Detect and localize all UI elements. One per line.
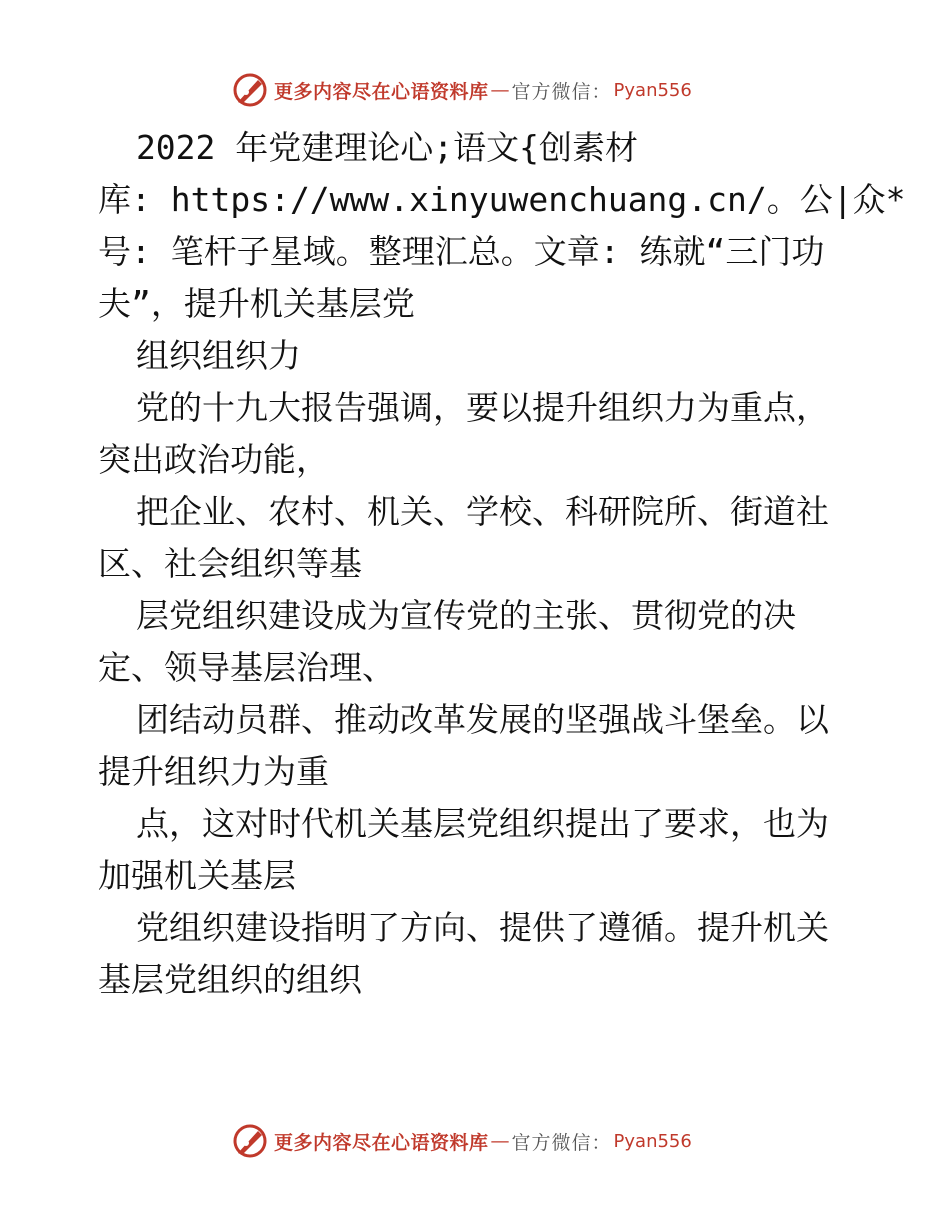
text-line: 点，这对时代机关基层党组织提出了要求，也为 <box>135 804 829 843</box>
text-line: 定、领导基层治理、 <box>98 648 395 687</box>
text-line: 夫”，提升机关基层党 <box>98 284 415 323</box>
text-line: 层党组织建设成为宣传党的主张、贯彻党的决 <box>135 596 796 635</box>
paragraph <box>98 330 868 382</box>
watermark-dash: — <box>490 79 510 101</box>
text-line: 组织组织力 <box>135 336 301 375</box>
text-line: 突出政治功能， <box>98 440 329 479</box>
paragraph <box>98 798 868 902</box>
paragraph <box>98 902 868 1006</box>
watermark-label: 官方微信： <box>511 80 612 103</box>
text-line: 党的十九大报告强调，要以提升组织力为重点， <box>135 388 829 427</box>
paragraph <box>98 122 906 330</box>
header-watermark <box>232 70 712 110</box>
watermark-handle: Pyan556 <box>613 1130 692 1152</box>
text-line: 2022 年党建理论心;语文{创素材 <box>135 128 639 167</box>
text-line: 基层党组织的组织 <box>98 960 362 999</box>
text-line: 把企业、农村、机关、学校、科研院所、街道社 <box>135 492 829 531</box>
text-line: 库: https://www.xinyuwenchuang.cn/。公|众* <box>98 180 906 219</box>
paragraph <box>98 694 868 798</box>
watermark-handle: Pyan556 <box>613 79 692 101</box>
paragraph <box>98 590 868 694</box>
watermark-label: 官方微信： <box>511 1131 612 1154</box>
paragraph <box>98 486 868 590</box>
watermark-dash: — <box>490 1130 510 1152</box>
text-line: 区、社会组织等基 <box>98 544 362 583</box>
text-line: 加强机关基层 <box>98 856 296 895</box>
text-line: 号: 笔杆子星域。整理汇总。文章: 练就“三门功 <box>98 232 825 271</box>
text-line: 团结动员群、推动改革发展的坚强战斗堡垒。以 <box>135 700 829 739</box>
paragraph <box>98 382 868 486</box>
footer-watermark <box>232 1121 712 1161</box>
text-line: 党组织建设指明了方向、提供了遵循。提升机关 <box>135 908 829 947</box>
text-line: 提升组织力为重 <box>98 752 329 791</box>
document-body <box>98 122 906 1006</box>
pen-logo-icon <box>232 72 268 108</box>
watermark-text: 更多内容尽在心语资料库 <box>274 1131 489 1154</box>
watermark-text: 更多内容尽在心语资料库 <box>274 80 489 103</box>
pen-logo-icon <box>232 1123 268 1159</box>
